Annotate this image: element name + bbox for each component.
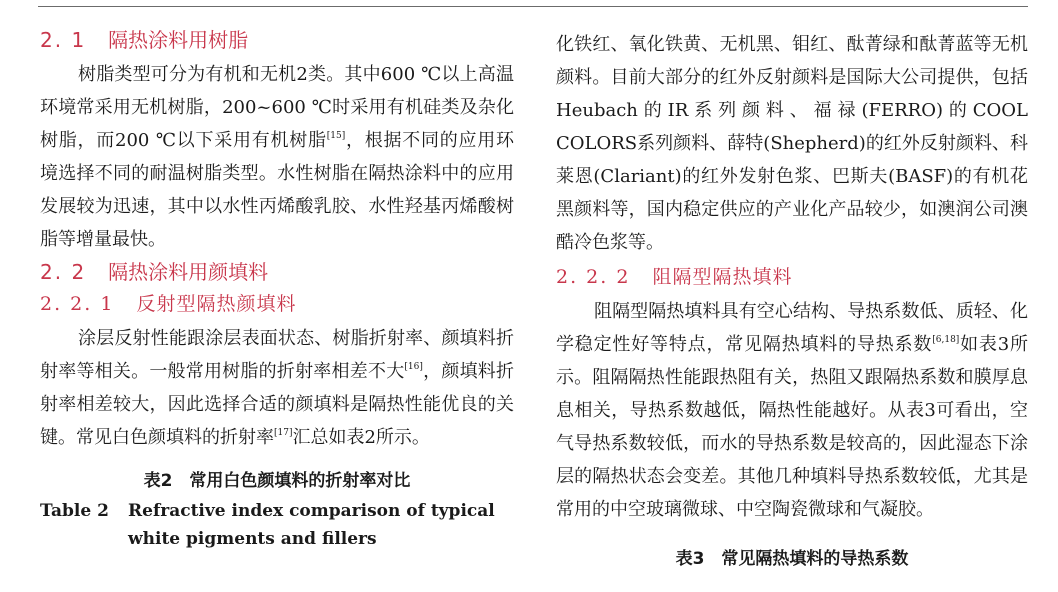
right-column — [556, 26, 1028, 575]
section-heading-2-2-1: 2. 2. 1 反射型隔热颜填料 — [40, 293, 297, 315]
table-2-caption-en: Table 2 Refractive index comparison of typical white pigments and fillers — [40, 501, 495, 549]
citation: [6,18] — [932, 335, 960, 345]
paragraph-ir-pigments: 化铁红、氧化铁黄、无机黑、钼红、酞菁绿和酞菁蓝等无机颜料。目前大部分的红外反射颜料是国际大公司提供，包括Heubach的IR系列颜料、福禄(FERRO)的COOL COLORS系列颜料、薛特(Shepherd)的红外反射颜料、科莱恩(Clariant)的红外发射色浆、巴斯夫(BASF)的有机花黑颜料等，国内稳定供应的产业化产品较少，如澳润公司澳酷冷色浆等。 — [556, 34, 1028, 253]
section-heading-2-2-2: 2. 2. 2 阻隔型隔热填料 — [556, 266, 793, 288]
left-column — [40, 26, 514, 553]
paragraph-barrier: 阻隔型隔热填料具有空心结构、导热系数低、质轻、化学稳定性好等特点，常见隔热填料的导热系数[6,18]如表3所示。阻隔隔热性能跟热阻有关，热阻又跟隔热系数和膜厚息息相关，导热系数越低，隔热性能越好。从表3可看出，空气导热系数较低，而水的导热系数是较高的，因此湿态下涂层的隔热状态会变差。其他几种填料导热系数较低，尤其是常用的中空玻璃微球、中空陶瓷微球和气凝胶。 — [556, 301, 1029, 520]
table-3-caption-cn: 表3 常见隔热填料的导热系数 — [675, 549, 909, 569]
section-heading-2-2: 2. 2 隔热涂料用颜填料 — [40, 260, 269, 284]
citation: [16] — [404, 362, 423, 372]
table-2-caption-cn: 表2 常用白色颜填料的折射率对比 — [143, 471, 411, 491]
section-heading-2-1: 2. 1 隔热涂料用树脂 — [40, 28, 249, 52]
header-rule — [38, 6, 1028, 7]
paragraph-reflective: 涂层反射性能跟涂层表面状态、树脂折射率、颜填料折射率等相关。一般常用树脂的折射率相差不大[16]，颜填料折射率相差较大，因此选择合适的颜填料是隔热性能优良的关键。常见白色颜填料的折射率[17]汇总如表2所示。 — [40, 328, 515, 448]
citation: [15] — [326, 131, 346, 141]
paragraph-resin: 树脂类型可分为有机和无机2类。其中600 ℃以上高温环境常采用无机树脂，200~600 ℃时采用有机硅类及杂化树脂，而200 ℃以下采用有机树脂[15]，根据不同的应用环境选择不同的耐温树脂类型。水性树脂在隔热涂料中的应用发展较为迅速，其中以水性丙烯酸乳胶、水性羟基丙烯酸树脂等增量最快。 — [40, 64, 515, 250]
citation: [17] — [274, 428, 293, 438]
